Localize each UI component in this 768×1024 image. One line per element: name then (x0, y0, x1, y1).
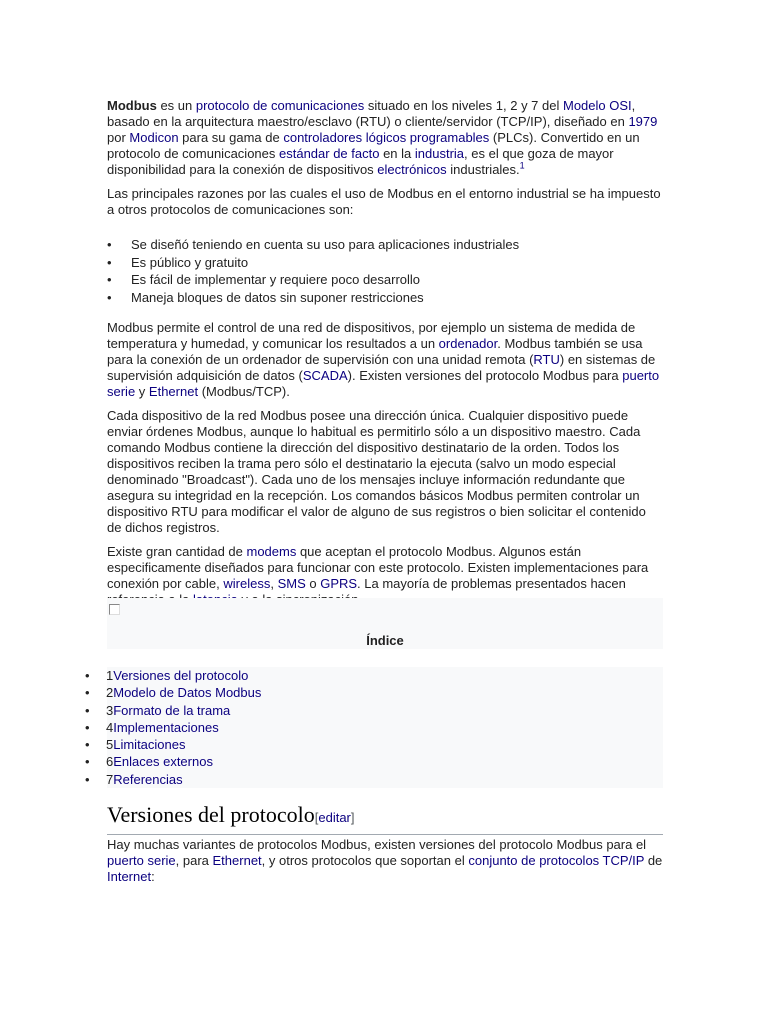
toc-link-versiones[interactable]: Versiones del protocolo (113, 668, 249, 683)
reference-link[interactable]: 1 (519, 160, 525, 171)
link-sms[interactable]: SMS (277, 576, 306, 591)
text-run: (PLCs). Convertido en un protocolo de comunicaciones (107, 130, 640, 161)
intro-paragraph (107, 98, 663, 178)
toc-link-limitaciones[interactable]: Limitaciones (113, 737, 186, 753)
toc-number: 5 (106, 737, 114, 753)
link-ethernet-2[interactable]: Ethernet (212, 853, 262, 868)
toc-number: 3 (106, 702, 114, 718)
reasons-paragraph: Las principales razones por las cuales el uso de Modbus en el entorno industrial se ha impuesto a otros protocolos de comunicaciones son: (107, 186, 661, 217)
text-run: , (270, 576, 278, 591)
toc-link-enlaces-externos[interactable]: Enlaces externos (113, 754, 213, 770)
link-ordenador[interactable]: ordenador (438, 336, 498, 351)
text-run: Modbus permite el control de una red de dispositivos, por ejemplo un sistema de medida de temperatura y humedad, y comunicar los resultados a un (107, 320, 636, 351)
toc-item (85, 667, 261, 684)
toc-link-referencias[interactable]: Referencias (113, 771, 183, 787)
link-tcp-ip[interactable]: conjunto de protocolos TCP/IP (468, 853, 645, 868)
link-gprs[interactable]: GPRS (320, 576, 358, 591)
text-run: es un (156, 98, 196, 113)
link-puerto-serie[interactable]: puerto serie (107, 368, 660, 399)
link-estandar-de-facto[interactable]: estándar de facto (279, 146, 380, 161)
text-run: Hay muchas variantes de protocolos Modbus, existen versiones del protocolo Modbus para el (107, 837, 647, 852)
list-item: • Es público y gratuito (107, 254, 663, 272)
text-run: (Modbus/TCP). (198, 384, 290, 399)
text-run: . La mayoría de problemas presentados hacen (357, 576, 626, 591)
edit-link[interactable]: editar (318, 810, 351, 825)
text-run: ). Existen versiones del protocolo Modbus para (347, 368, 623, 383)
toc-item (85, 702, 261, 719)
text-run: que aceptan el protocolo Modbus. Algunos están especificamente diseñados para funcionar con este protocolo. Existen implementaciones para conexión por cable, (107, 544, 649, 591)
link-puerto-serie-2[interactable]: puerto serie (107, 853, 176, 868)
link-modicon[interactable]: Modicon (129, 130, 179, 145)
toc-title: Índice (366, 633, 404, 648)
control-paragraph (107, 320, 663, 400)
text-run: : (151, 869, 155, 884)
text-run: o (305, 576, 321, 591)
edit-bracket: ] (350, 810, 355, 825)
text-run: para su gama de (178, 130, 284, 145)
article-body (107, 98, 663, 616)
toc-item (85, 684, 261, 701)
text-run: , es el que goza de mayor disponibilidad para la conexión de dispositivos (107, 146, 614, 177)
text-run: de (644, 853, 663, 868)
toc-link-modelo-datos[interactable]: Modelo de Datos Modbus (113, 685, 262, 701)
toc-number: 7 (106, 771, 114, 787)
text-run: industriales. (446, 162, 520, 177)
text-run: ) en sistemas de supervisión adquisición de datos ( (107, 352, 656, 383)
list-item: • Se diseñó teniendo en cuenta su uso para aplicaciones industriales (107, 236, 663, 254)
toc-item (85, 736, 261, 753)
toc-number: 1 (106, 668, 114, 683)
link-controladores-logicos[interactable]: controladores lógicos programables (283, 130, 490, 145)
toc-toggle-checkbox-icon[interactable] (109, 604, 120, 615)
edit-section (315, 810, 355, 825)
toc-number: 4 (106, 719, 114, 735)
link-protocolo-comunicaciones[interactable]: protocolo de comunicaciones (195, 98, 365, 113)
text-run: y (135, 384, 149, 399)
section-title: Versiones del protocolo (107, 802, 315, 827)
section-heading (107, 801, 663, 835)
text-run: situado en los niveles 1, 2 y 7 del (364, 98, 563, 113)
toc-number: 2 (106, 685, 114, 701)
link-internet[interactable]: Internet (107, 869, 152, 884)
toc-link-implementaciones[interactable]: Implementaciones (113, 719, 219, 735)
text-run: , basado en la arquitectura maestro/esclavo (RTU) o cliente/servidor (TCP/IP), diseñado en (107, 98, 636, 129)
toc-header (107, 598, 663, 649)
list-item: • Maneja bloques de datos sin suponer restricciones (107, 289, 663, 307)
link-electronicos[interactable]: electrónicos (377, 162, 447, 177)
edit-bracket: [ (314, 810, 319, 825)
link-1979[interactable]: 1979 (628, 114, 658, 129)
link-ethernet[interactable]: Ethernet (148, 384, 199, 399)
list-item: • Es fácil de implementar y requiere poco desarrollo (107, 271, 663, 289)
article-term: Modbus (107, 98, 157, 113)
toc-item (85, 753, 261, 770)
link-rtu[interactable]: RTU (533, 352, 560, 367)
section-paragraph (107, 837, 663, 885)
text-run: en la (379, 146, 415, 161)
reasons-list (107, 236, 663, 306)
link-industria[interactable]: industria (414, 146, 465, 161)
toc-number: 6 (106, 754, 114, 770)
link-modelo-osi[interactable]: Modelo OSI (562, 98, 632, 113)
text-run: , para (175, 853, 213, 868)
text-run: Existe gran cantidad de (107, 544, 247, 559)
toc-item (85, 719, 261, 736)
toc-link-formato-trama[interactable]: Formato de la trama (113, 702, 231, 718)
toc-list (85, 667, 261, 788)
link-scada[interactable]: SCADA (302, 368, 348, 383)
link-modems[interactable]: modems (246, 544, 297, 559)
link-wireless[interactable]: wireless (223, 576, 271, 591)
toc-item (85, 771, 261, 788)
text-run: . Modbus también se usa para la conexión de un ordenador de supervisión con una unidad remota ( (107, 336, 643, 367)
device-paragraph: Cada dispositivo de la red Modbus posee una dirección única. Cualquier dispositivo puede enviar órdenes Modbus, aunque lo habitual es permitirlo sólo a un dispositivo maestro. Cada comando Modbus contiene la dirección del dispositivo destinatario de la orden. Todos los dispositivos reciben la trama pero sólo el destinatario la ejecuta (salvo un modo especial denominado "Broadcast"). Cada uno de los mensajes incluye información redundante que asegura su integridad en la recepción. Los comandos básicos Modbus permiten controlar un dispositivo RTU para modificar el valor de alguno de sus registros o bien solicitar el contenido de dichos registros. (107, 408, 646, 535)
text-run: por (107, 130, 130, 145)
text-run: , y otros protocolos que soportan el (261, 853, 469, 868)
